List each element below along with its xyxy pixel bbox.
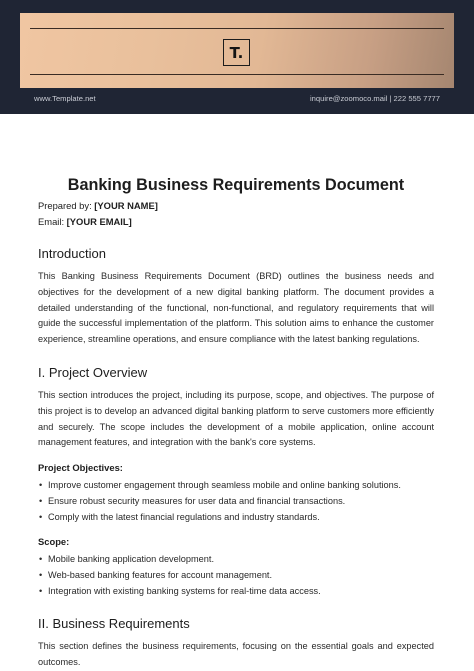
scope-list (38, 551, 434, 599)
business-requirements-heading: II. Business Requirements (38, 616, 190, 632)
banner-top-rule (30, 28, 444, 29)
email-line (38, 214, 434, 230)
contact-info[interactable]: inquire@zoomoco.mail | 222 555 7777 (310, 94, 440, 103)
introduction-heading: Introduction (38, 246, 106, 261)
website-link[interactable]: www.Template.net (34, 94, 96, 103)
banner-bottom-rule (30, 74, 444, 75)
page-header (0, 0, 474, 114)
list-item: • Improve customer engagement through seamless mobile and online banking solutions. (38, 477, 434, 493)
email-value: [YOUR EMAIL] (66, 215, 132, 227)
list-item: • Web-based banking features for account management. (38, 567, 434, 583)
prepared-by-line (38, 198, 434, 214)
prepared-by-value: [YOUR NAME] (94, 200, 158, 211)
list-item: • Mobile banking application development. (38, 551, 434, 567)
template-logo: T. (223, 39, 250, 66)
header-contact-bar (34, 94, 440, 103)
document-body (38, 114, 434, 671)
document-meta (38, 198, 434, 229)
prepared-by-label: Prepared by: (38, 200, 95, 211)
header-banner (20, 13, 454, 88)
list-item: • Integration with existing banking systems for real-time data access. (38, 583, 434, 599)
project-objectives-label: Project Objectives: (38, 462, 123, 474)
project-overview-heading: I. Project Overview (38, 364, 148, 380)
business-requirements-paragraph: This section defines the business requirements, focusing on the essential goals and expected outcomes. (38, 641, 434, 667)
list-item: • Comply with the latest financial regulations and industry standards. (38, 509, 434, 525)
document-title: Banking Business Requirements Document (67, 176, 405, 194)
list-item: • Ensure robust security measures for user data and financial transactions. (38, 493, 434, 509)
email-label: Email: (38, 215, 67, 227)
project-overview-paragraph: This section introduces the project, including its purpose, scope, and objectives. The purpose of this project is to develop an advanced digital banking platform to serve customers more efficiently and securely. The scope includes the development of a mobile application, online account management features, and integration with the bank's core systems. (38, 389, 434, 448)
scope-label: Scope: (38, 536, 70, 548)
introduction-paragraph: This Banking Business Requirements Document (BRD) outlines the business needs and objectives for the development of a new digital banking platform. The document provides a detailed understanding of the functional, non-functional, and regulatory requirements that will guide the successful implementation of the platform. This solution aims to enhance the customer experience, streamline operations, and ensure compliance with the latest banking regulations. (38, 271, 434, 345)
project-objectives-list (38, 477, 434, 525)
